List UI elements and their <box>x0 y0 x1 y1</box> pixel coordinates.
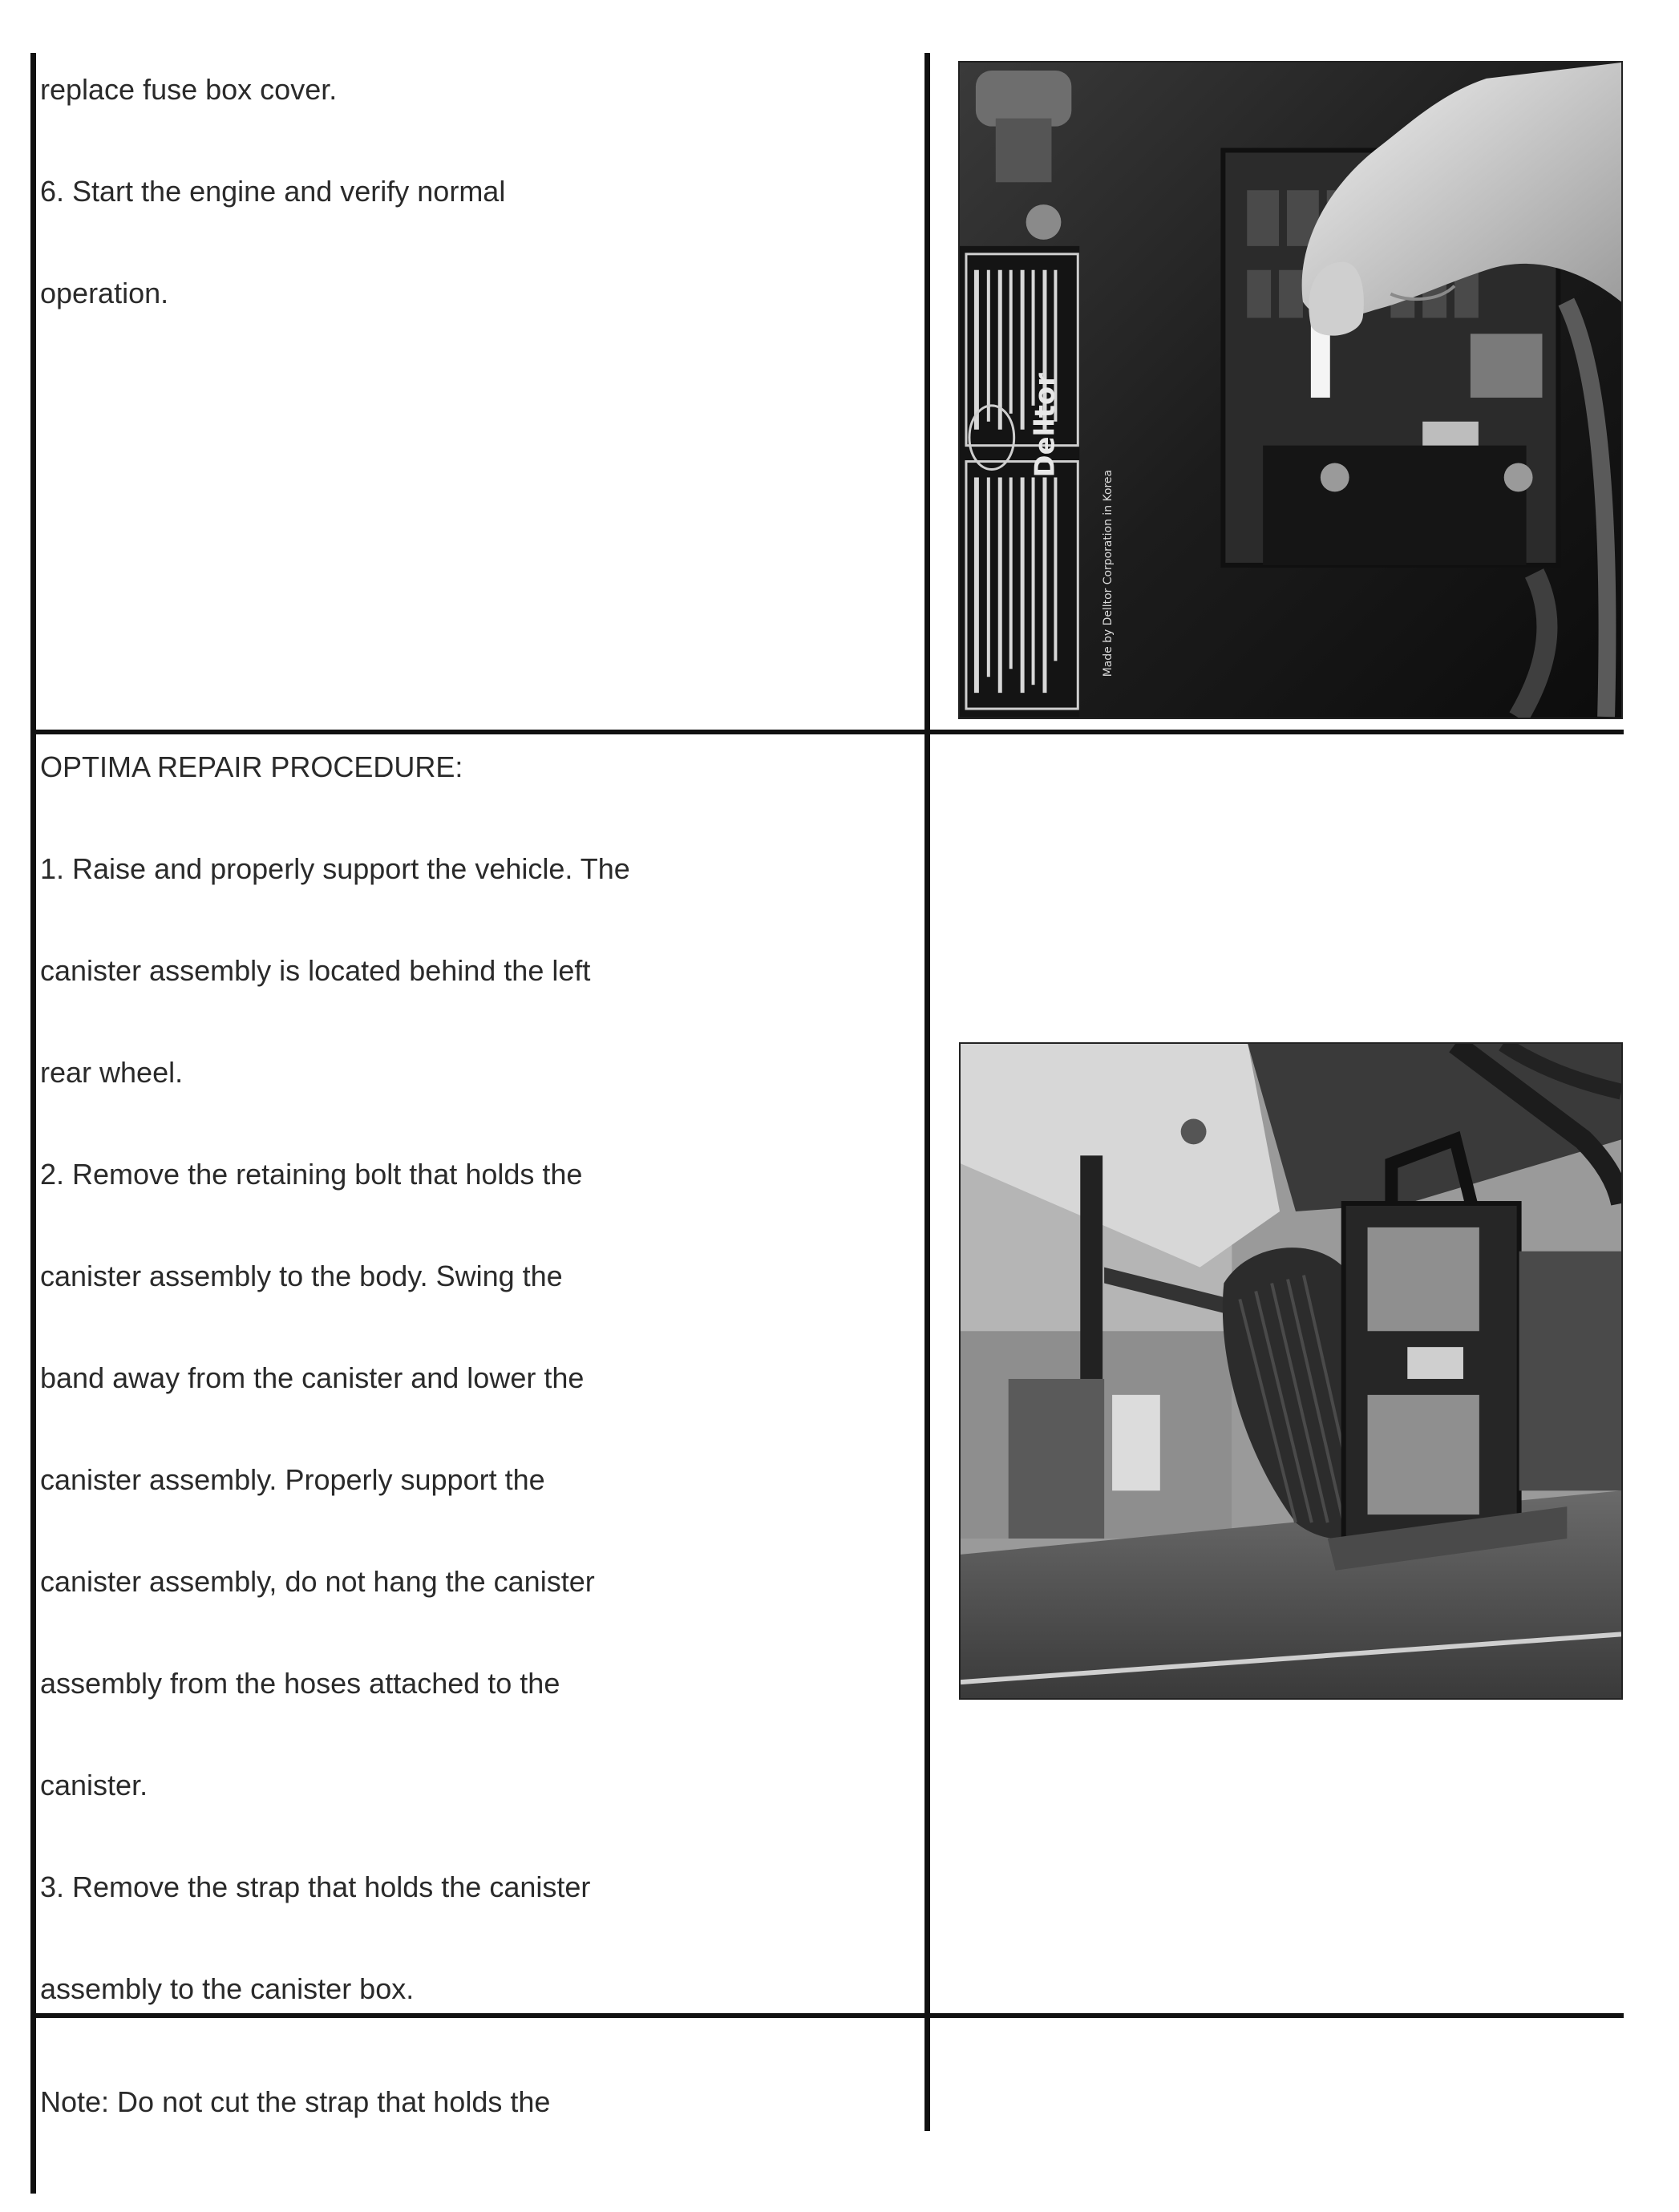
maker-label: Made by Delltor Corporation in Korea <box>1102 469 1115 677</box>
text-line: canister assembly to the body. Swing the <box>40 1260 563 1292</box>
brand-label: Delltor <box>1029 373 1061 478</box>
canister-assembly-photo-icon <box>961 1044 1621 1698</box>
canister-assembly-photo <box>959 1042 1623 1700</box>
section-heading: OPTIMA REPAIR PROCEDURE: <box>40 750 463 783</box>
text-line: 2. Remove the retaining bolt that holds the <box>40 1158 583 1191</box>
text-line: assembly from the hoses attached to the <box>40 1667 560 1700</box>
text-line: canister assembly, do not hang the canister <box>40 1565 595 1598</box>
text-line: rear wheel. <box>40 1056 184 1089</box>
row3-text-cell <box>40 2051 914 2153</box>
text-line: band away from the canister and lower the <box>40 1361 585 1394</box>
text-line: canister. <box>40 1769 148 1802</box>
fuse-box-photo-icon <box>960 63 1621 718</box>
text-line: 3. Remove the strap that holds the canister <box>40 1870 591 1903</box>
text-line: 1. Raise and properly support the vehicle. The <box>40 852 630 885</box>
text-line: operation. <box>40 277 169 309</box>
text-line: replace fuse box cover. <box>40 73 338 106</box>
text-line: canister assembly. Properly support the <box>40 1463 545 1496</box>
note-line: Note: Do not cut the strap that holds the <box>40 2085 551 2118</box>
row1-text-cell <box>40 38 914 344</box>
text-line: assembly to the canister box. <box>40 1972 415 2005</box>
text-line: canister assembly is located behind the left <box>40 954 591 987</box>
row2-text-cell <box>40 716 914 2040</box>
table-column-divider <box>924 53 930 2131</box>
text-line: 6. Start the engine and verify normal <box>40 175 506 208</box>
table-left-border <box>30 53 36 2194</box>
fuse-box-photo <box>958 61 1623 719</box>
